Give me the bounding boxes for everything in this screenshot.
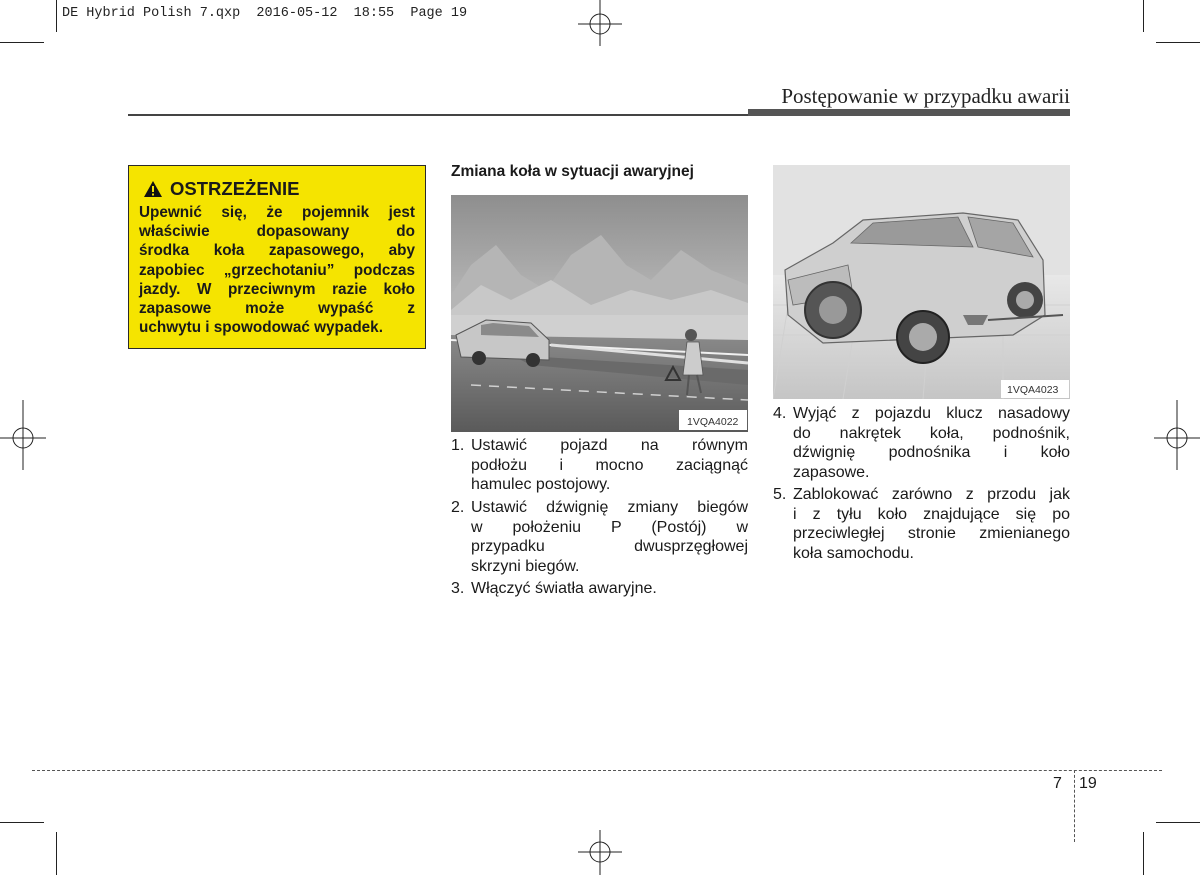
step-line: podłożu i mocno zaciągnąć (471, 456, 748, 474)
step-number: 5. (773, 486, 787, 503)
registration-mark-icon (1154, 400, 1200, 470)
step-line: hamulec postojowy. (471, 476, 611, 493)
step-number: 2. (451, 499, 465, 516)
crop-mark (1143, 832, 1144, 875)
warning-title: OSTRZEŻENIE (170, 178, 300, 199)
figure-highway-breakdown (451, 195, 748, 432)
step-line: przeciwległej stronie zmienianego (793, 525, 1070, 542)
step-number: 4. (773, 405, 787, 422)
car-spare-wheel-jack-illustration (773, 165, 1070, 399)
warning-line: zapasowe może wypaść z (139, 300, 415, 318)
warning-box (128, 165, 426, 349)
warning-triangle-icon (143, 180, 163, 198)
figure-code: 1VQA4022 (687, 416, 739, 428)
step-line: do nakrętek koła, podnośnik, (793, 424, 1070, 442)
step-line: w położeniu P (Postój) w (471, 518, 748, 536)
step-text (471, 498, 748, 576)
crop-mark (56, 0, 57, 32)
section-title: Postępowanie w przypadku awarii (781, 84, 1070, 108)
steps-left (451, 436, 748, 606)
highway-breakdown-illustration (451, 195, 748, 432)
figure-code: 1VQA4023 (1007, 384, 1059, 396)
step-text (793, 485, 1070, 563)
step-number: 1. (451, 437, 465, 454)
step-text (793, 404, 1070, 482)
warning-line: właściwie dopasowany do (139, 223, 415, 241)
step-text (471, 436, 748, 495)
figure-spare-wheel (773, 165, 1070, 399)
step-line: skrzyni biegów. (471, 557, 580, 575)
registration-mark-icon (578, 830, 622, 875)
warning-line: środka koła zapasowego, aby (139, 242, 415, 260)
step-line: koła samochodu. (793, 544, 914, 562)
header-rule (128, 114, 748, 116)
warning-line: Upewnić się, że pojemnik jest (139, 204, 415, 221)
step-number: 3. (451, 580, 465, 597)
step-line: Ustawić dźwignię zmiany biegów (471, 499, 748, 516)
chapter-number: 7 (1053, 775, 1062, 792)
steps-right (773, 404, 1070, 574)
step-line: zapasowe. (793, 463, 870, 481)
crop-mark (1143, 0, 1144, 32)
crop-mark (56, 832, 57, 875)
step-text (471, 579, 748, 599)
page-number: 19 (1079, 775, 1097, 792)
step-line: dźwignię podnośnika i koło (793, 444, 1070, 461)
crop-mark (1156, 42, 1200, 43)
crop-mark (0, 822, 44, 823)
step-line: Włączyć światła awaryjne. (471, 580, 657, 597)
warning-text (139, 203, 415, 337)
warning-header (143, 178, 300, 200)
print-slug: DE Hybrid Polish 7.qxp 2016-05-12 18:55 Page 19 (62, 6, 468, 21)
page-number-divider (1074, 770, 1075, 842)
section-heading: Zmiana koła w sytuacji awaryjnej (451, 163, 694, 180)
registration-mark-icon (578, 0, 622, 46)
footer-rule (32, 770, 1162, 771)
step-line: Ustawić pojazd na równym (471, 437, 748, 454)
step-line: Wyjąć z pojazdu klucz nasadowy (793, 405, 1070, 422)
step-line: przypadku dwusprzęgłowej (471, 538, 748, 555)
crop-mark (0, 42, 44, 43)
step-line: i z tyłu koło znajdujące się po (793, 505, 1070, 523)
warning-line: uchwytu i spowodować wypadek. (139, 319, 383, 337)
warning-line: jazdy. W przeciwnym razie koło (139, 280, 415, 298)
warning-line: zapobiec „grzechotaniu” podczas (139, 261, 415, 279)
registration-mark-icon (0, 400, 46, 470)
crop-mark (1156, 822, 1200, 823)
step-line: Zablokować zarówno z przodu jak (793, 486, 1070, 503)
header-rule-thick (748, 109, 1070, 116)
